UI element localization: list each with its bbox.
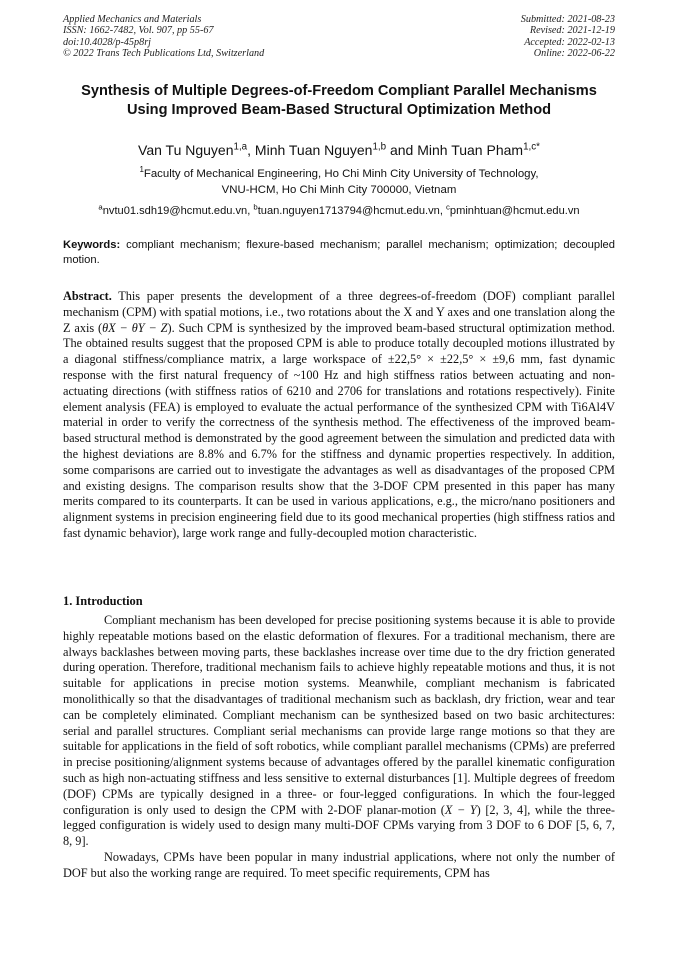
date-online: Online: 2022-06-22 [533,48,615,60]
journal-header-right [521,14,615,60]
abstract [63,289,615,542]
author-separator: and [386,142,418,158]
author-superscript: 1,c* [523,141,540,153]
date-revised: Revised: 2021-12-19 [529,25,615,37]
journal-doi: doi:10.4028/p-45p8rj [63,36,152,48]
inline-math: X − Y [444,802,477,817]
email-link: nvtu01.sdh19@hcmut.edu.vn, [102,205,254,217]
abstract-text: ). Such CPM is synthesized by the improved beam-based structural optimization method. The obtained results suggest that the proposed CPM is able to produce totally decoupled motions illustrated by a diagonal stiffness/compliance matrix, a large workspace of ±22,5° × ±22,5° × ±9,6 mm, fast dynamic response with the first natural frequency of ~100 Hz and high stiffness ratios between actuating and non-actuating directions (with stiffness ratios of 6210 and 2706 for translations and rotations respectively). Finite element analysis (FEA) is employed to evaluate the actual performance of the synthesized CPM with Ti6Al4V material in order to verify the correctness of the synthesis method. The effectiveness of the improved beam-based structural method is demonstrated by the good agreement between the simulation and predicted data with the highest deviations are 8.8% and 6.7% for the stiffness and dynamic properties respectively. In addition, some comparisons are carried out to investigate the advantages as well as disadvantages of the proposed CPM and existing designs. The comparison results show that the 3-DOF CPM presented in this paper has many merits compared to its counterparts. It can be used in various applications, e.g., the micro/nano positioners and alignment systems in precision engineering field due to its good mechanical properties (high stiffness ratios and fast dynamic behavior), large work range and fully-decoupled motion characteristic. [63,320,615,540]
journal-name: Applied Mechanics and Materials [63,14,202,25]
email-link: pminhtuan@hcmut.edu.vn [449,205,580,217]
date-submitted: Submitted: 2021-08-23 [520,14,615,25]
email-superscript: a [98,202,103,212]
author-name: Minh Tuan Pham [417,142,524,158]
author-name: Minh Tuan Nguyen [254,142,373,158]
journal-copyright: © 2022 Trans Tech Publications Ltd, Switzerland [63,48,265,60]
affiliation [63,166,615,198]
author-superscript: 1,a [233,141,248,153]
author-superscript: 1,b [372,141,387,153]
paragraph-text: ) [2, 3, 4], while the three-legged configuration is widely used to design many multi-DOF CPMs varying from 3 DOF to 6 DOF [5, 6, 7, 8, 9]. [63,802,615,849]
affiliation-line: VNU-HCM, Ho Chi Minh City 700000, Vietnam [221,184,457,196]
abstract-math: θX − θY − Z [102,320,168,335]
paper-title: Synthesis of Multiple Degrees-of-Freedom Compliant Parallel Mechanisms Using Improved Beam-Based Structural Optimization Method [81,83,597,118]
author-separator: , [247,142,255,158]
email-superscript: c [446,202,450,212]
affiliation-line [63,166,615,182]
date-accepted: Accepted: 2022-02-13 [524,36,615,48]
introduction-body [63,613,615,882]
author-list [63,141,615,159]
keywords [63,238,615,267]
abstract-label: Abstract. [63,289,112,303]
section-heading: 1. Introduction [63,594,143,608]
keywords-text: compliant mechanism; flexure-based mechanism; parallel mechanism; optimization; decoupled motion. [63,239,615,266]
email-superscript: b [253,202,258,212]
affiliation-text: Faculty of Mechanical Engineering, Ho Chi Minh City University of Technology, [143,168,539,180]
journal-issn: ISSN: 1662-7482, Vol. 907, pp 55-67 [63,25,214,37]
abstract-text: This paper presents the development of a three degrees-of-freedom (DOF) compliant parallel mechanism (CPM) with spatial motions, i.e., two rotations about the X and Y axes and one translation along the Z axis ( [63,289,615,335]
author-name: Van Tu Nguyen [138,142,234,158]
paragraph: Nowadays, CPMs have been popular in many industrial applications, where not only the number of DOF but also the working range are required. To meet specific requirements, CPM has [63,849,615,880]
affiliation-superscript: 1 [139,165,144,175]
keywords-label: Keywords: [63,239,121,251]
author-emails [63,204,615,218]
email-link: tuan.nguyen1713794@hcmut.edu.vn, [257,205,447,217]
paragraph [63,613,615,850]
paragraph-text: Compliant mechanism has been developed for precise positioning systems because it is able to provide highly repeatable motions based on the elastic deformation of flexures. For a traditional mechanism, there are always backlashes between moving parts, these backlashes increase over time due to the dry friction generated during operation. Therefore, traditional mechanism fails to achieve highly repeatable motions and thus, it is not suitable for applications in precise motion systems. Meanwhile, compliant mechanism is fabricated monolithically so that the disadvantages of traditional mechanism such as backlash, dry friction, wear and tear can be completely eliminated. Compliant mechanism can be synthesized based on two basic architectures: serial and parallel structures. Compliant serial mechanisms can provide large range motions so that they are suitable for applications in the field of soft robotics, while compliant parallel mechanisms (CPMs) are preferred in precise positioning/alignment systems because of advantages offered by the parallel kinematic configuration such as high non-actuating stiffness and less sensitive to external disturbances [1]. Multiple degrees of freedom (DOF) CPMs are typically designed in a three- or four-legged configurations. In which the four-legged configuration is only used to design the CPM with 2-DOF planar-motion ( [63,613,615,817]
journal-header-left [63,14,264,60]
